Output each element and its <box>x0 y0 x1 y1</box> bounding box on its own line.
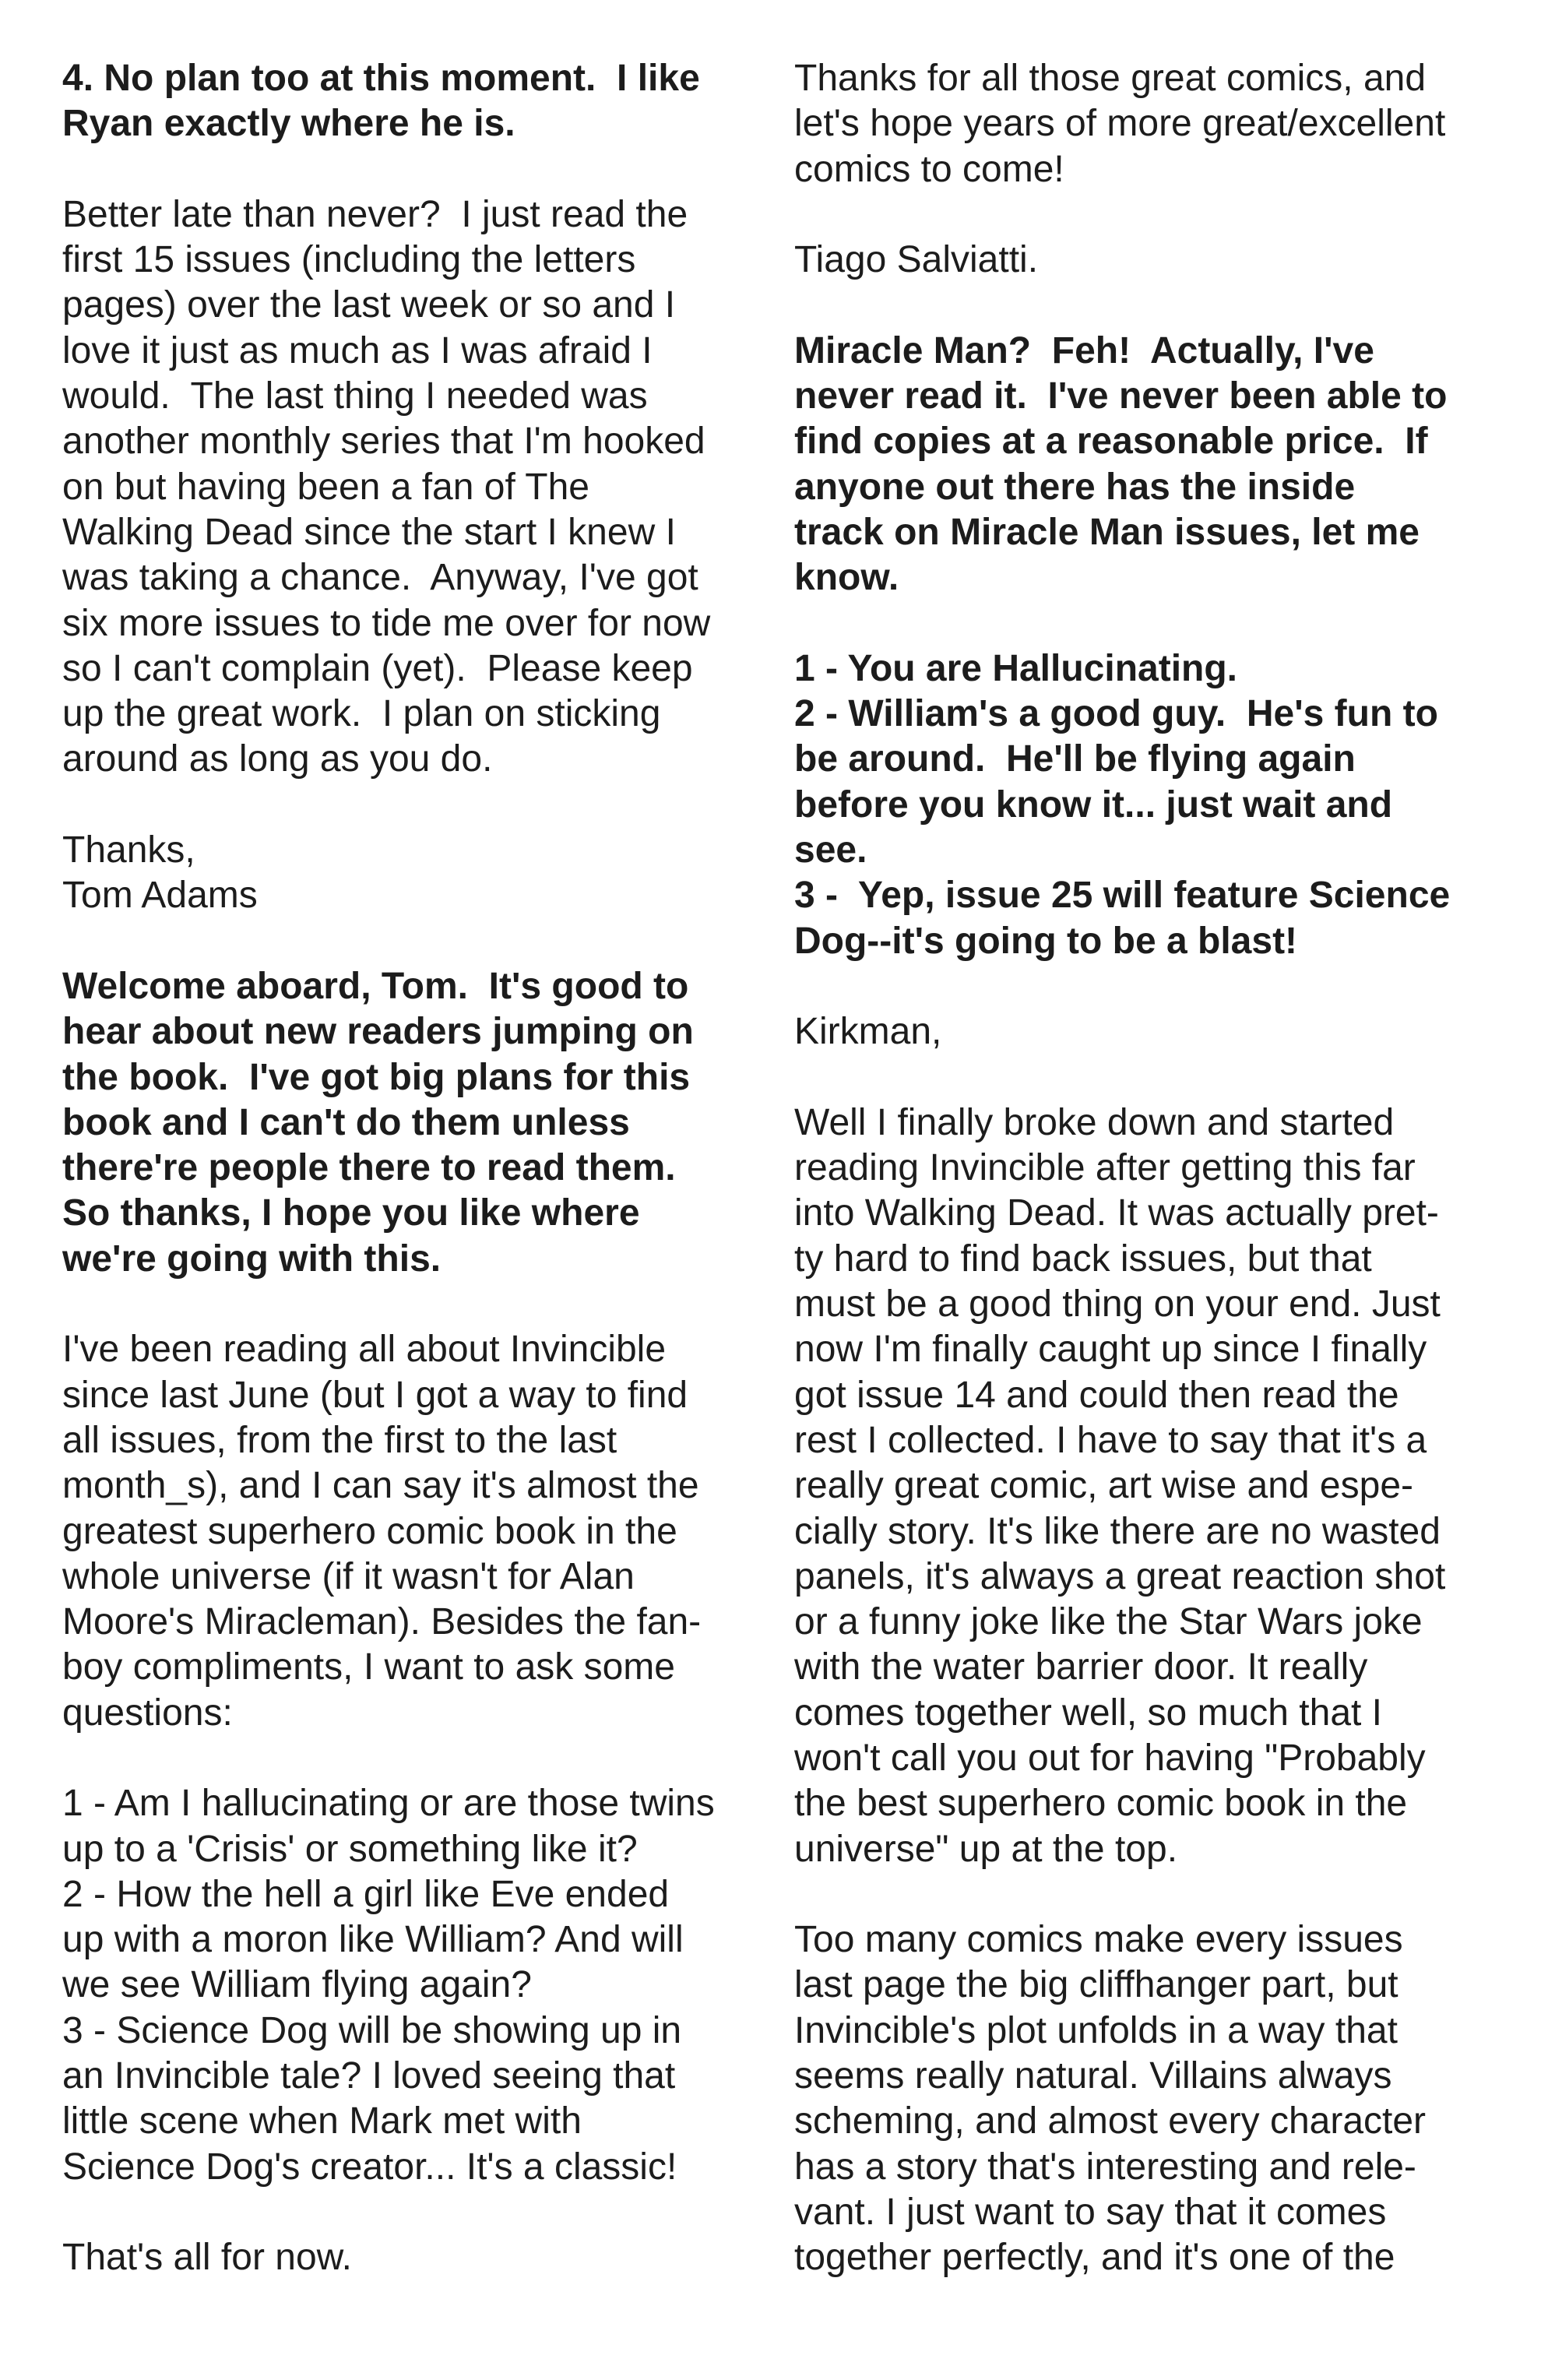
left-column <box>62 56 767 2281</box>
right-paragraph-6 <box>794 1100 1499 1872</box>
text-line: seems really natural. Villains always <box>794 2055 1392 2097</box>
text-line: Well I finally broke down and started <box>794 1101 1395 1143</box>
text-line: we're going with this. <box>62 1238 442 1280</box>
right-paragraph-1 <box>794 56 1499 192</box>
text-line: little scene when Mark met with <box>62 2100 582 2142</box>
text-line: up the great work. I plan on sticking <box>62 693 661 735</box>
text-line: Thanks, <box>62 829 195 871</box>
text-line: with the water barrier door. It really <box>794 1646 1368 1688</box>
text-line: Invincible's plot unfolds in a way that <box>794 2009 1398 2051</box>
text-line: another monthly series that I'm hooked <box>62 421 705 463</box>
text-line: track on Miracle Man issues, let me <box>794 511 1420 553</box>
paragraph-gap <box>62 783 767 828</box>
paragraph-gap <box>794 964 1499 1009</box>
text-line: up to a 'Crisis' or something like it? <box>62 1828 638 1870</box>
text-line: Tiago Salviatti. <box>794 239 1039 281</box>
text-line: Ryan exactly where he is. <box>62 103 515 145</box>
text-line: know. <box>794 557 899 599</box>
text-line: really great comic, art wise and espe- <box>794 1465 1413 1507</box>
text-line: 3 - Science Dog will be showing up in <box>62 2009 682 2051</box>
text-line: see. <box>794 829 867 871</box>
left-paragraph-5 <box>62 1327 767 1736</box>
right-paragraph-4 <box>794 646 1499 964</box>
text-line: Science Dog's creator... It's a classic! <box>62 2146 677 2188</box>
text-line: or a funny joke like the Star Wars joke <box>794 1601 1423 1643</box>
left-paragraph-1 <box>62 56 767 147</box>
left-paragraph-2 <box>62 192 767 783</box>
text-line: month_s), and I can say it's almost the <box>62 1465 699 1507</box>
text-line: would. The last thing I needed was <box>62 375 648 417</box>
text-line: before you know it... just wait and <box>794 783 1393 826</box>
paragraph-gap <box>794 283 1499 328</box>
text-line: last page the big cliffhanger part, but <box>794 1964 1398 2006</box>
text-line: be around. He'll be flying again <box>794 738 1356 780</box>
left-paragraph-4 <box>62 964 767 1282</box>
right-paragraph-5 <box>794 1009 1499 1054</box>
text-line: hear about new readers jumping on <box>62 1011 694 1053</box>
text-line: 1 - Am I hallucinating or are those twins <box>62 1783 715 1825</box>
text-line: comes together well, so much that I <box>794 1692 1383 1734</box>
text-line: all issues, from the first to the last <box>62 1419 617 1461</box>
left-paragraph-3 <box>62 828 767 919</box>
text-line: That's all for now. <box>62 2237 352 2279</box>
text-line: reading Invincible after getting this far <box>794 1147 1416 1189</box>
text-line: book and I can't do them unless <box>62 1101 630 1143</box>
right-paragraph-7 <box>794 1917 1499 2280</box>
paragraph-gap <box>794 192 1499 238</box>
text-line: comics to come! <box>794 148 1064 190</box>
left-paragraph-6 <box>62 1781 767 2190</box>
paragraph-gap <box>62 1282 767 1327</box>
text-line: the book. I've got big plans for this <box>62 1056 691 1098</box>
text-line: Too many comics make every issues <box>794 1919 1403 1961</box>
text-line: got issue 14 and could then read the <box>794 1374 1399 1416</box>
text-line: we see William flying again? <box>62 1964 532 2006</box>
text-line: scheming, and almost every character <box>794 2100 1427 2142</box>
text-line: greatest superhero comic book in the <box>62 1510 677 1552</box>
text-line: into Walking Dead. It was actually pret- <box>794 1192 1439 1234</box>
paragraph-gap <box>794 1872 1499 1917</box>
text-line: won't call you out for having "Probably <box>794 1737 1426 1779</box>
text-line: up with a moron like William? And will <box>62 1919 684 1961</box>
text-line: universe" up at the top. <box>794 1828 1178 1870</box>
paragraph-gap <box>794 1055 1499 1100</box>
text-line: was taking a chance. Anyway, I've got <box>62 557 698 599</box>
text-line: never read it. I've never been able to <box>794 375 1448 417</box>
paragraph-gap <box>794 601 1499 646</box>
text-line: ty hard to find back issues, but that <box>794 1238 1372 1280</box>
text-line: the best superhero comic book in the <box>794 1783 1408 1825</box>
text-line: there're people there to read them. <box>62 1147 676 1189</box>
text-line: six more issues to tide me over for now <box>62 602 711 644</box>
right-paragraph-2 <box>794 238 1499 283</box>
text-line: rest I collected. I have to say that it's a <box>794 1419 1427 1461</box>
text-line: Moore's Miracleman). Besides the fan- <box>62 1601 702 1643</box>
text-line: Better late than never? I just read the <box>62 193 688 235</box>
text-line: 2 - William's a good guy. He's fun to <box>794 693 1438 735</box>
text-line: I've been reading all about Invincible <box>62 1329 667 1371</box>
text-line: 3 - Yep, issue 25 will feature Science <box>794 875 1451 917</box>
right-paragraph-3 <box>794 329 1499 601</box>
paragraph-gap <box>62 1736 767 1781</box>
text-line: 4. No plan too at this moment. I like <box>62 58 700 99</box>
text-line: anyone out there has the inside <box>794 466 1356 508</box>
text-line: love it just as much as I was afraid I <box>62 329 653 371</box>
text-line: Miracle Man? Feh! Actually, I've <box>794 329 1374 371</box>
text-line: first 15 issues (including the letters <box>62 239 636 281</box>
text-line: Dog--it's going to be a blast! <box>794 920 1298 962</box>
text-line: questions: <box>62 1692 233 1734</box>
paragraph-gap <box>62 2190 767 2235</box>
text-line: 1 - You are Hallucinating. <box>794 647 1238 689</box>
right-column <box>794 56 1499 2281</box>
text-line: Walking Dead since the start I knew I <box>62 511 676 553</box>
text-line: an Invincible tale? I loved seeing that <box>62 2055 676 2097</box>
text-line: around as long as you do. <box>62 738 493 780</box>
paragraph-gap <box>62 919 767 964</box>
text-line: So thanks, I hope you like where <box>62 1192 640 1234</box>
text-line: find copies at a reasonable price. If <box>794 421 1428 463</box>
text-line: let's hope years of more great/excellent <box>794 103 1446 145</box>
text-line: on but having been a fan of The <box>62 466 589 508</box>
paragraph-gap <box>62 147 767 192</box>
text-line: panels, it's always a great reaction shot <box>794 1555 1446 1597</box>
text-line: Welcome aboard, Tom. It's good to <box>62 965 689 1007</box>
text-line: 2 - How the hell a girl like Eve ended <box>62 1873 670 1915</box>
text-line: pages) over the last week or so and I <box>62 284 676 326</box>
text-line: Tom Adams <box>62 875 258 917</box>
text-line: cially story. It's like there are no wasted <box>794 1510 1441 1552</box>
text-line: has a story that's interesting and rele- <box>794 2146 1416 2188</box>
text-line: since last June (but I got a way to find <box>62 1374 688 1416</box>
text-line: so I can't complain (yet). Please keep <box>62 647 693 689</box>
text-line: Kirkman, <box>794 1011 942 1053</box>
text-line: whole universe (if it wasn't for Alan <box>62 1555 635 1597</box>
left-paragraph-7 <box>62 2235 767 2280</box>
text-line: boy compliments, I want to ask some <box>62 1646 675 1688</box>
text-line: together perfectly, and it's one of the <box>794 2237 1395 2279</box>
text-line: now I'm finally caught up since I finally <box>794 1329 1427 1371</box>
text-line: Thanks for all those great comics, and <box>794 58 1427 99</box>
text-line: must be a good thing on your end. Just <box>794 1283 1441 1326</box>
text-line: vant. I just want to say that it comes <box>794 2191 1387 2233</box>
